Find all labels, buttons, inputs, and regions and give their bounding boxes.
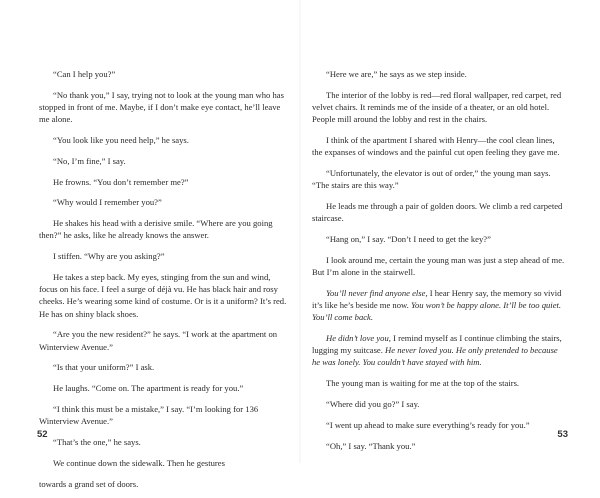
page-number: 53 [557, 429, 568, 440]
paragraph: “That’s the one,” he says. [53, 436, 141, 447]
paragraph: “Are you the new resident?” he says. “I work at the apartment on Winterview Avenue.” [39, 329, 278, 352]
paragraph: The young man is waiting for me at the top of the stairs. [326, 378, 520, 389]
paragraph: “Where did you go?” I say. [326, 399, 420, 409]
paragraph: He laughs. “Come on. The apartment is ready for you.” [53, 383, 244, 394]
paragraph-continuation: towards a grand set of doors. [39, 478, 139, 489]
paragraph: He leads me through a pair of golden doors. We climb a red carpeted staircase. [312, 201, 563, 224]
left-page [0, 0, 300, 489]
paragraph: “I went up ahead to make sure everything’s ready for you.” [326, 419, 530, 430]
regular-text: I remind myself as I continue climbing the stairs, lugging my suitcase. [312, 333, 562, 356]
right-page [300, 0, 600, 463]
paragraph-with-italics [312, 287, 567, 324]
paragraph: He frowns. “You don’t remember me?” [53, 176, 189, 187]
right-page-text [312, 68, 567, 460]
paragraph-with-italics [312, 332, 567, 369]
paragraph: “No, I’m fine,” I say. [53, 155, 126, 166]
italic-text: He never loved you. He only pretended to because he was lonely. You couldn’t have stayed with him. [312, 345, 558, 368]
italic-text: He didn’t love you, [326, 333, 391, 343]
paragraph: “Can I help you?” [53, 69, 116, 79]
italic-text: You’ll never find anyone else, [326, 287, 428, 298]
paragraph: I stiffen. “Why are you asking?” [53, 251, 165, 262]
paragraph: “No thank you,” I say, trying not to look at the young man who has stopped in front of me. Maybe, if I don’t make eye contact, he’ll leave me alone. [39, 89, 284, 125]
paragraph: The interior of the lobby is red—red floral wallpaper, red carpet, red velvet chairs. It reminds me of the inside of a theater, or an old hotel. People mill around the lobby and rest in the chairs. [312, 89, 562, 125]
paragraph: I look around me, certain the young man was just a step ahead of me. But I’m alone in the stairwell. [312, 254, 565, 277]
paragraph: “Unfortunately, the elevator is out of order,” the young man says. “The stairs are this way.” [312, 168, 551, 191]
paragraph: “Here we are,” he says as we step inside. [326, 69, 467, 79]
paragraph: “Is that your uniform?” I ask. [53, 362, 155, 373]
paragraph: We continue down the sidewalk. Then he gestures [53, 457, 225, 468]
paragraph: “I think this must be a mistake,” I say. “I’m looking for 136 Winterview Avenue.” [39, 403, 259, 427]
regular-text: I hear Henry say, the memory so vivid it’s like he’s beside me now. [312, 287, 562, 310]
page-number: 52 [37, 429, 48, 440]
left-page-text [39, 68, 291, 498]
paragraph: He shakes his head with a derisive smile. “Where are you going then?” he asks, like he already knows the answer. [39, 218, 273, 241]
paragraph: “Hang on,” I say. “Don’t I need to get the key?” [326, 234, 491, 244]
paragraph: He takes a step back. My eyes, stinging from the sun and wind, focus on his face. I feel a surge of déjà vu. He has black hair and rosy cheeks. He’s wearing some kind of costume. Or is it a uniform? It’s red. He has on shiny black shoes. [39, 271, 287, 319]
paragraph: “You look like you need help,” he says. [53, 135, 189, 145]
paragraph: I think of the apartment I shared with Henry—the cool clean lines, the expanses of windows and the painful cut open feeling they gave me. [312, 135, 560, 158]
paragraph: “Why would I remember you?” [53, 197, 162, 208]
italic-text: You won’t be happy alone. It’ll be too quiet. You’ll come back. [312, 300, 562, 323]
paragraph: “Oh,” I say. “Thank you.” [326, 440, 416, 451]
